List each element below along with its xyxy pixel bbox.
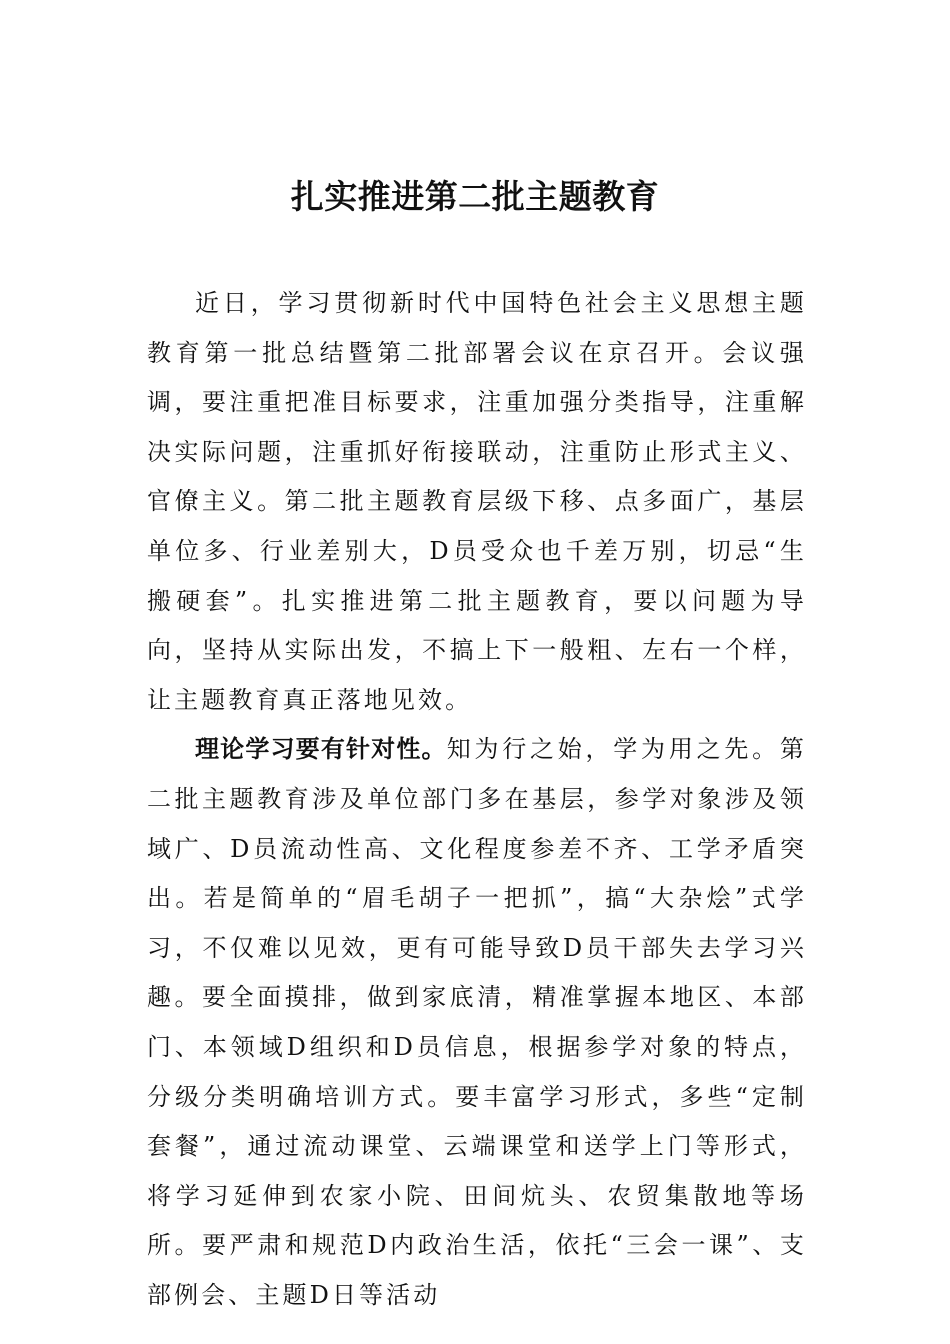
paragraph-theory-study-text: 知为行之始，学为用之先。第二批主题教育涉及单位部门多在基层，参学对象涉及领域广、D员流动性高、文化程度参差不齐、工学矛盾突出。若是简单的“眉毛胡子一把抓”，搞“大杂烩”式学习，不仅难以见效，更有可能导致D员干部失去学习兴趣。要全面摸排，做到家底清，精准掌握本地区、本部门、本领域D组织和D员信息，根据参学对象的特点，分级分类明确培训方式。要丰富学习形式，多些“定制套餐”，通过流动课堂、云端课堂和送学上门等形式，将学习延伸到农家小院、田间炕头、农贸集散地等场所。要严肃和规范D内政治生活，依托“三会一课”、支部例会、主题D日等活动 bbox=[147, 735, 807, 1309]
paragraph-theory-study-lead: 理论学习要有针对性。 bbox=[195, 735, 447, 764]
paragraph-theory-study bbox=[147, 725, 807, 1320]
paragraph-intro-text: 近日，学习贯彻新时代中国特色社会主义思想主题教育第一批总结暨第二批部署会议在京召开。会议强调，要注重把准目标要求，注重加强分类指导，注重解决实际问题，注重抓好衔接联动，注重防止形式主义、官僚主义。第二批主题教育层级下移、点多面广，基层单位多、行业差别大，D员受众也千差万别，切忌“生搬硬套”。扎实推进第二批主题教育，要以问题为导向，坚持从实际出发，不搞上下一般粗、左右一个样，让主题教育真正落地见效。 bbox=[147, 289, 807, 714]
document-title: 扎实推进第二批主题教育 bbox=[290, 177, 660, 216]
document-body bbox=[147, 279, 807, 1320]
paragraph-intro bbox=[147, 279, 807, 725]
